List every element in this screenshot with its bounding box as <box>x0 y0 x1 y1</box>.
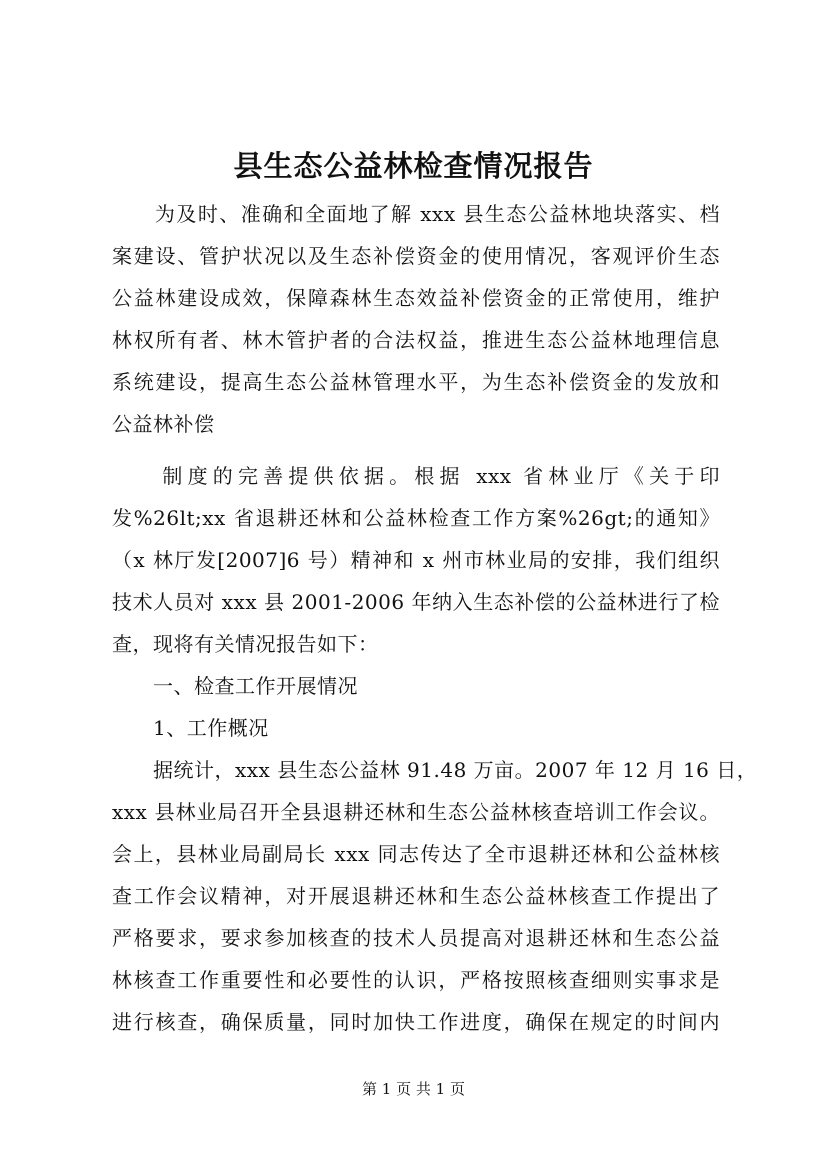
paragraph-basis <box>112 455 720 665</box>
section-heading: 一、检查工作开展情况 <box>112 674 358 698</box>
paragraph-line: 严格要求，要求参加核查的技术人员提高对退耕还林和生态公益 <box>112 926 720 950</box>
document-body <box>112 193 758 1043</box>
paragraph-line: 系统建设，提高生态公益林管理水平，为生态补偿资金的发放和 <box>112 370 720 394</box>
paragraph-line: 林权所有者、林木管护者的合法权益，推进生态公益林地理信息 <box>112 328 720 352</box>
paragraph-line: 发%26lt;xx 省退耕还林和公益林检查工作方案%26gt;的通知》 <box>112 506 720 530</box>
paragraph-line: 林核查工作重要性和必要性的认识，严格按照核查细则实事求是 <box>112 968 720 992</box>
paragraph-line: 查，现将有关情况报告如下： <box>112 632 379 656</box>
paragraph-line: 公益林建设成效，保障森林生态效益补偿资金的正常使用，维护 <box>112 286 720 310</box>
document-title: 县生态公益林检查情况报告 <box>233 149 594 183</box>
paragraph-line: xxx 县林业局召开全县退耕还林和生态公益林核查培训工作会议。 <box>112 800 720 824</box>
paragraph-intro <box>112 193 720 445</box>
paragraph-line: 会上，县林业局副局长 xxx 同志传达了全市退耕还林和公益林核 <box>112 842 720 866</box>
paragraph-line: 案建设、管护状况以及生态补偿资金的使用情况，客观评价生态 <box>112 244 720 268</box>
paragraph-line: 进行核查，确保质量，同时加快工作进度，确保在规定的时间内 <box>112 1010 720 1034</box>
page-footer: 第 1 页 共 1 页 <box>362 1080 465 1098</box>
subsection-heading: 1、工作概况 <box>112 716 269 740</box>
paragraph-line: 为及时、准确和全面地了解 xxx 县生态公益林地块落实、档 <box>112 202 720 226</box>
paragraph-line: 查工作会议精神，对开展退耕还林和生态公益林核查工作提出了 <box>112 884 720 908</box>
paragraph-gap <box>112 445 720 455</box>
paragraph-line: 据统计，xxx 县生态公益林 91.48 万亩。2007 年 12 月 16 日， <box>112 758 758 782</box>
paragraph-line: 技术人员对 xxx 县 2001-2006 年纳入生态补偿的公益林进行了检 <box>112 590 720 614</box>
paragraph-line: 制度的完善提供依据。根据 xxx 省林业厅《关于印 <box>112 464 720 488</box>
paragraph-line: （x 林厅发[2007]6 号）精神和 x 州市林业局的安排，我们组织 <box>112 548 720 572</box>
paragraph-line: 公益林补偿 <box>112 412 215 436</box>
paragraph-overview <box>112 749 758 1043</box>
